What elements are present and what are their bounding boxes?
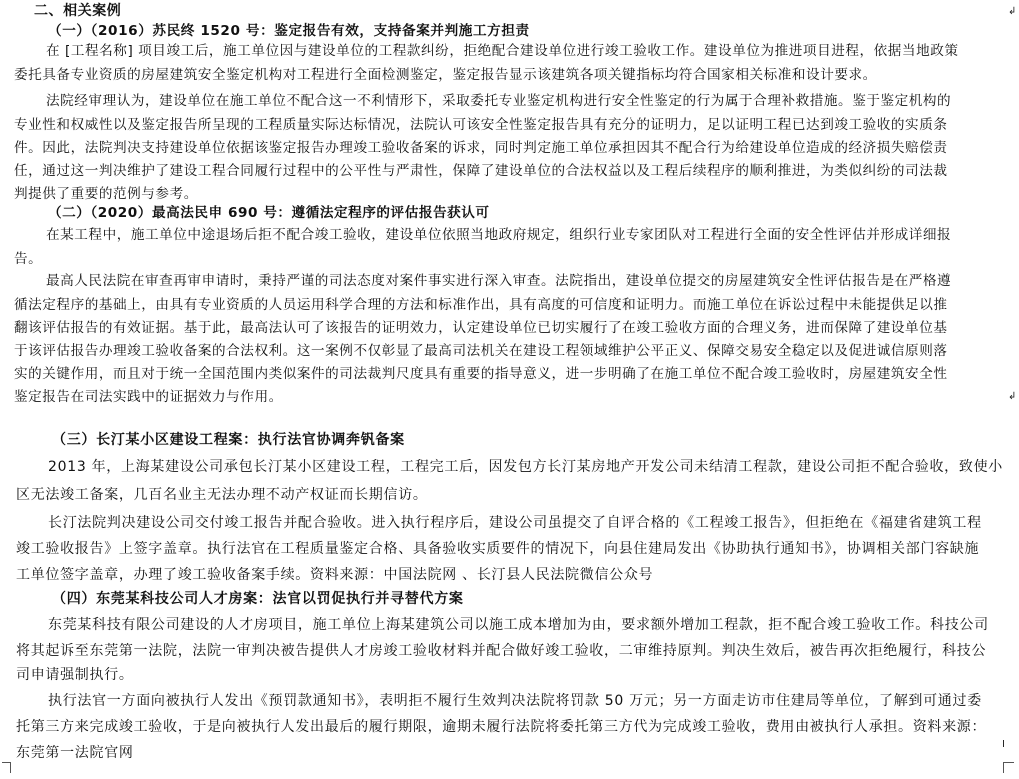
case2-para1-line2: 告。 <box>14 251 43 267</box>
crop-mark-icon <box>2 762 11 773</box>
case1-title: （一）（2016）苏民终 1520 号：鉴定报告有效，支持备案并判施工方担责 <box>48 23 530 39</box>
case1-para1-line1: 在 [工程名称] 项目竣工后，施工单位因与建设单位的工程款纠纷，拒绝配合建设单位进行竣工验收工作。建设单位为推进项目进程，依据当地政策 <box>46 43 959 59</box>
case4-para2-line1: 执行法官一方面向被执行人发出《预罚款通知书》，表明拒不履行生效判决法院将罚款 50 万元；另一方面走访市住建局等单位，了解到可通过委 <box>48 693 982 709</box>
section-heading: 二、相关案例 <box>34 3 122 19</box>
case2-para1-line1: 在某工程中，施工单位中途退场后拒不配合竣工验收，建设单位依照当地政府规定，组织行业专家团队对工程进行全面的安全性评估并形成详细报 <box>46 227 952 243</box>
case1-para1-line2: 委托具备专业资质的房屋建筑安全鉴定机构对工程进行全面检测鉴定，鉴定报告显示该建筑各项关键指标均符合国家相关标准和设计要求。 <box>14 67 877 83</box>
case4-para1-line1: 东莞某科技有限公司建设的人才房项目，施工单位上海某建筑公司以施工成本增加为由，要求额外增加工程款，拒不配合竣工验收工作。科技公司 <box>48 617 989 633</box>
return-mark-icon: ↲ <box>1008 391 1017 402</box>
crop-mark-icon <box>1003 762 1014 773</box>
case2-para2-line1: 最高人民法院在审查再审申请时，秉持严谨的司法态度对案件事实进行深入审查。法院指出，建设单位提交的房屋建筑安全性评估报告是在严格遵 <box>46 273 952 289</box>
case3-para2-line3: 工单位签字盖章，办理了竣工验收备案手续。资料来源：中国法院网 、长汀县人民法院微信公众号 <box>16 567 654 583</box>
case2-para2-line6: 鉴定报告在司法实践中的证据效力与作用。 <box>14 389 283 405</box>
case3-para1-line1: 2013 年，上海某建设公司承包长汀某小区建设工程，工程完工后，因发包方长汀某房地产开发公司未结清工程款，建设公司拒不配合验收，致使小 <box>48 459 1003 475</box>
case1-para2-line1: 法院经审理认为，建设单位在施工单位不配合这一不利情形下，采取委托专业鉴定机构进行安全性鉴定的行为属于合理补救措施。鉴于鉴定机构的 <box>46 93 952 109</box>
case2-para2-line2: 循法定程序的基础上，由具有专业资质的人员运用科学合理的方法和标准作出，具有高度的可信度和证明力。而施工单位在诉讼过程中未能提供足以推 <box>14 297 948 313</box>
case1-para2-line3: 件。因此，法院判决支持建设单位依据该鉴定报告办理竣工验收备案的诉求，同时判定施工单位承担因其不配合行为给建设单位造成的经济损失赔偿责 <box>14 140 948 156</box>
case4-para2-line3: 东莞第一法院官网 <box>16 745 134 761</box>
case3-title: （三）长汀某小区建设工程案：执行法官协调奔钒备案 <box>52 432 405 448</box>
case2-para2-line3: 翻该评估报告的有效证据。基于此，最高法认可了该报告的证明效力，认定建设单位已切实履行了在竣工验收方面的合理义务，进而保障了建设单位基 <box>14 320 948 336</box>
case1-para2-line5: 判提供了重要的范例与参考。 <box>14 186 198 202</box>
case3-para2-line1: 长汀法院判决建设公司交付竣工报告并配合验收。进入执行程序后，建设公司虽提交了自评合格的《工程竣工报告》，但拒绝在《福建省建筑工程 <box>48 515 982 531</box>
case1-para2-line2: 专业性和权威性以及鉴定报告所呈现的工程质量实际达标情况，法院认可该安全性鉴定报告具有充分的证明力，足以证明工程已达到竣工验收的实质条 <box>14 117 948 133</box>
case1-para2-line4: 任，通过这一判决维护了建设工程合同履行过程中的公平性与严肃性，保障了建设单位的合法权益以及工程后续程序的顺利推进，为类似纠纷的司法裁 <box>14 163 948 179</box>
case3-para2-line2: 竣工验收报告》上签字盖章。执行法官在工程质量鉴定合格、具备验收实质要件的情况下，向县住建局发出《协助执行通知书》，协调相关部门容缺施 <box>16 541 980 557</box>
case2-para2-line4: 于该评估报告办理竣工验收备案的合法权利。这一案例不仅彰显了最高司法机关在建设工程领域维护公平正义、保障交易安全稳定以及促进诚信原则落 <box>14 343 948 359</box>
case2-title: （二）（2020）最高法民申 690 号：遵循法定程序的评估报告获认可 <box>48 205 490 221</box>
case2-para2-line5: 实的关键作用，而且对于统一全国范围内类似案件的司法裁判尺度具有重要的指导意义，进一步明确了在施工单位不配合竣工验收时，房屋建筑安全性 <box>14 366 948 382</box>
case4-title: （四）东莞某科技公司人才房案：法官以罚促执行并寻替代方案 <box>52 591 464 607</box>
case4-para2-line2: 托第三方来完成竣工验收，于是向被执行人发出最后的履行期限，逾期未履行法院将委托第三方代为完成竣工验收，费用由被执行人承担。资料来源： <box>16 719 987 735</box>
case4-para1-line3: 司申请强制执行。 <box>16 667 134 683</box>
case3-para1-line2: 区无法竣工备案，几百名业主无法办理不动产权证而长期信访。 <box>16 487 428 503</box>
case4-para1-line2: 将其起诉至东莞第一法院，法院一审判决被告提供人才房竣工验收材料并配合做好竣工验收，二审维持原判。判决生效后，被告再次拒绝履行，科技公 <box>16 643 987 659</box>
text-cursor-icon: I <box>1002 739 1005 750</box>
return-mark-icon: ↲ <box>1008 6 1017 17</box>
